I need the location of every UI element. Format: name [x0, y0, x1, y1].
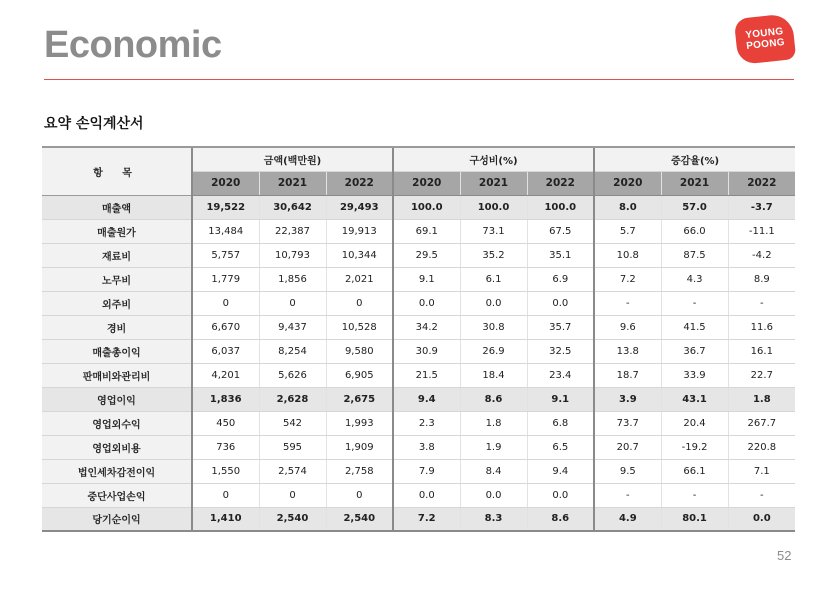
table-cell: 30.8 — [460, 315, 527, 339]
page-title: Economic — [44, 24, 222, 66]
table-cell: 67.5 — [527, 219, 594, 243]
table-cell: 30.9 — [393, 339, 460, 363]
table-cell: 22.7 — [728, 363, 795, 387]
table-cell: 0.0 — [393, 483, 460, 507]
table-cell: 6,037 — [192, 339, 259, 363]
group-header-growth: 증감율(%) — [594, 147, 795, 171]
table-cell: 20.7 — [594, 435, 661, 459]
table-cell: 5,626 — [259, 363, 326, 387]
year-header: 2021 — [259, 171, 326, 195]
year-header: 2022 — [728, 171, 795, 195]
group-header-composition: 구성비(%) — [393, 147, 594, 171]
table-cell: - — [661, 291, 728, 315]
table-cell: 595 — [259, 435, 326, 459]
year-header: 2021 — [661, 171, 728, 195]
table-cell: 9,580 — [326, 339, 393, 363]
year-header: 2020 — [594, 171, 661, 195]
table-cell: 10,793 — [259, 243, 326, 267]
row-label: 영업외수익 — [42, 411, 192, 435]
page-number: 52 — [777, 548, 792, 563]
row-label: 경비 — [42, 315, 192, 339]
table-cell: 43.1 — [661, 387, 728, 411]
logo-line-2: POONG — [745, 36, 786, 52]
table-cell: 57.0 — [661, 195, 728, 219]
table-cell: 23.4 — [527, 363, 594, 387]
table-cell: 0 — [192, 291, 259, 315]
table-cell: 2,758 — [326, 459, 393, 483]
table-cell: 2,540 — [326, 507, 393, 531]
table-cell: -19.2 — [661, 435, 728, 459]
table-row — [42, 459, 795, 483]
table-cell: 6.1 — [460, 267, 527, 291]
table-cell: 19,522 — [192, 195, 259, 219]
row-label: 노무비 — [42, 267, 192, 291]
table-cell: 8.3 — [460, 507, 527, 531]
table-cell: - — [728, 291, 795, 315]
table-cell: 8.0 — [594, 195, 661, 219]
table-cell: 542 — [259, 411, 326, 435]
table-cell: 13.8 — [594, 339, 661, 363]
youngpoong-logo — [734, 13, 796, 65]
table-cell: 0 — [259, 291, 326, 315]
group-header-amount: 금액(백만원) — [192, 147, 393, 171]
table-cell: 32.5 — [527, 339, 594, 363]
table-cell: 8.9 — [728, 267, 795, 291]
table-row — [42, 387, 795, 411]
year-header: 2022 — [527, 171, 594, 195]
table-cell: 1.8 — [728, 387, 795, 411]
table-cell: -4.2 — [728, 243, 795, 267]
table-row — [42, 291, 795, 315]
table-cell: 6.9 — [527, 267, 594, 291]
table-cell: 0 — [326, 291, 393, 315]
table-cell: 2,675 — [326, 387, 393, 411]
table-cell: 1,836 — [192, 387, 259, 411]
table-cell: 18.4 — [460, 363, 527, 387]
table-cell: 8,254 — [259, 339, 326, 363]
table-cell: 87.5 — [661, 243, 728, 267]
table-cell: 0.0 — [393, 291, 460, 315]
table-cell: 8.6 — [527, 507, 594, 531]
table-cell: 73.1 — [460, 219, 527, 243]
table-cell: 5,757 — [192, 243, 259, 267]
table-row — [42, 507, 795, 531]
table-cell: 0.0 — [728, 507, 795, 531]
table-cell: 0.0 — [460, 483, 527, 507]
table-cell: 1,909 — [326, 435, 393, 459]
table-row — [42, 243, 795, 267]
table-row — [42, 195, 795, 219]
table-cell: 4,201 — [192, 363, 259, 387]
table-cell: 80.1 — [661, 507, 728, 531]
table-cell: 6,670 — [192, 315, 259, 339]
table-cell: 0.0 — [527, 291, 594, 315]
table-cell: 11.6 — [728, 315, 795, 339]
table-cell: 41.5 — [661, 315, 728, 339]
table-cell: 29.5 — [393, 243, 460, 267]
table-cell: 34.2 — [393, 315, 460, 339]
table-cell: 9.5 — [594, 459, 661, 483]
table-cell: 6.5 — [527, 435, 594, 459]
table-cell: 30,642 — [259, 195, 326, 219]
table-cell: 2,021 — [326, 267, 393, 291]
table-cell: 1,550 — [192, 459, 259, 483]
table-cell: - — [661, 483, 728, 507]
table-cell: 2.3 — [393, 411, 460, 435]
table-cell: 1,856 — [259, 267, 326, 291]
item-header: 항 목 — [42, 147, 192, 195]
table-cell: 736 — [192, 435, 259, 459]
table-cell: -3.7 — [728, 195, 795, 219]
table-cell: 100.0 — [393, 195, 460, 219]
table-body — [42, 195, 795, 531]
table-cell: - — [594, 291, 661, 315]
table-cell: 35.7 — [527, 315, 594, 339]
table-cell: 7.2 — [594, 267, 661, 291]
table-cell: 100.0 — [527, 195, 594, 219]
row-label: 영업외비용 — [42, 435, 192, 459]
year-header: 2021 — [460, 171, 527, 195]
table-cell: 19,913 — [326, 219, 393, 243]
table-cell: 29,493 — [326, 195, 393, 219]
table-cell: 3.8 — [393, 435, 460, 459]
table-cell: 267.7 — [728, 411, 795, 435]
income-statement-table — [42, 146, 795, 532]
section-title: 요약 손익계산서 — [44, 116, 144, 132]
table-cell: 8.4 — [460, 459, 527, 483]
table-cell: 7.2 — [393, 507, 460, 531]
table-row — [42, 315, 795, 339]
table-cell: 8.6 — [460, 387, 527, 411]
row-label: 영업이익 — [42, 387, 192, 411]
table-cell: 35.1 — [527, 243, 594, 267]
row-label: 매출총이익 — [42, 339, 192, 363]
table-cell: 0.0 — [460, 291, 527, 315]
table-cell: 2,540 — [259, 507, 326, 531]
table-cell: 66.1 — [661, 459, 728, 483]
table-cell: -11.1 — [728, 219, 795, 243]
table-row — [42, 267, 795, 291]
row-label: 매출원가 — [42, 219, 192, 243]
row-label: 법인세차감전이익 — [42, 459, 192, 483]
table-row — [42, 339, 795, 363]
table-row — [42, 435, 795, 459]
table-cell: 0 — [259, 483, 326, 507]
table-cell: 9.6 — [594, 315, 661, 339]
table-cell: 3.9 — [594, 387, 661, 411]
table-cell: 21.5 — [393, 363, 460, 387]
row-label: 재료비 — [42, 243, 192, 267]
table-cell: 1,779 — [192, 267, 259, 291]
table-cell: 66.0 — [661, 219, 728, 243]
table-cell: 9.4 — [393, 387, 460, 411]
table-cell: 20.4 — [661, 411, 728, 435]
table-cell: 4.3 — [661, 267, 728, 291]
table-cell: 16.1 — [728, 339, 795, 363]
table-cell: 35.2 — [460, 243, 527, 267]
table-cell: 36.7 — [661, 339, 728, 363]
row-label: 판매비와관리비 — [42, 363, 192, 387]
table-cell: 9.1 — [393, 267, 460, 291]
row-label: 외주비 — [42, 291, 192, 315]
table-cell: 220.8 — [728, 435, 795, 459]
row-label: 당기순이익 — [42, 507, 192, 531]
title-divider — [44, 79, 794, 80]
table-cell: 0.0 — [527, 483, 594, 507]
table-row — [42, 219, 795, 243]
table-cell: 7.9 — [393, 459, 460, 483]
year-header: 2020 — [192, 171, 259, 195]
logo-line-1: YOUNG — [744, 26, 784, 41]
table-cell: - — [594, 483, 661, 507]
table-cell: 2,574 — [259, 459, 326, 483]
table-cell: 1,410 — [192, 507, 259, 531]
year-header: 2022 — [326, 171, 393, 195]
table-cell: 26.9 — [460, 339, 527, 363]
table-cell: 22,387 — [259, 219, 326, 243]
table-cell: 13,484 — [192, 219, 259, 243]
table-cell: 1.9 — [460, 435, 527, 459]
table-cell: 2,628 — [259, 387, 326, 411]
table-cell: - — [728, 483, 795, 507]
table-cell: 1.8 — [460, 411, 527, 435]
table-cell: 10,344 — [326, 243, 393, 267]
table-cell: 7.1 — [728, 459, 795, 483]
table-cell: 33.9 — [661, 363, 728, 387]
table-row — [42, 411, 795, 435]
table-cell: 100.0 — [460, 195, 527, 219]
table-cell: 9.4 — [527, 459, 594, 483]
table-cell: 4.9 — [594, 507, 661, 531]
table-cell: 10,528 — [326, 315, 393, 339]
table-cell: 9.1 — [527, 387, 594, 411]
table-cell: 69.1 — [393, 219, 460, 243]
table-cell: 450 — [192, 411, 259, 435]
group-header-row — [42, 147, 795, 171]
table-cell: 18.7 — [594, 363, 661, 387]
table-cell: 10.8 — [594, 243, 661, 267]
table-cell: 1,993 — [326, 411, 393, 435]
table-cell: 73.7 — [594, 411, 661, 435]
table-cell: 6,905 — [326, 363, 393, 387]
row-label: 중단사업손익 — [42, 483, 192, 507]
table-cell: 0 — [326, 483, 393, 507]
table-cell: 0 — [192, 483, 259, 507]
row-label: 매출액 — [42, 195, 192, 219]
table-row — [42, 363, 795, 387]
table-row — [42, 483, 795, 507]
table-cell: 9,437 — [259, 315, 326, 339]
table-cell: 6.8 — [527, 411, 594, 435]
year-header: 2020 — [393, 171, 460, 195]
table-cell: 5.7 — [594, 219, 661, 243]
